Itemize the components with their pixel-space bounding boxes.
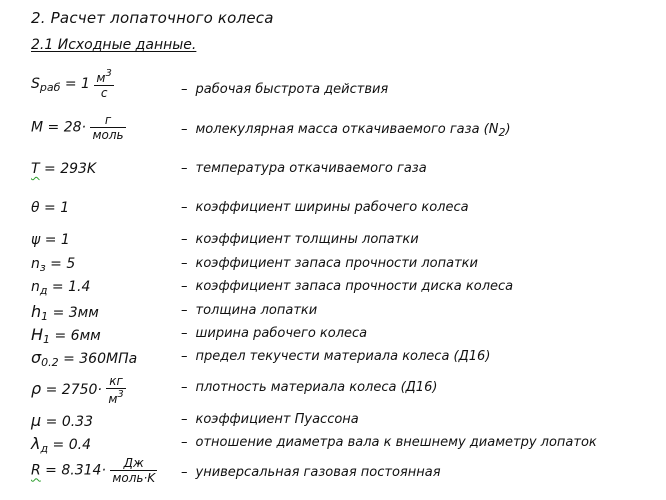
description-text: коэффициент Пуассона [195, 412, 359, 427]
formula-h1 [31, 302, 99, 323]
symbol: ψ [31, 232, 41, 248]
formula-lambda [31, 434, 91, 455]
symbol: R [31, 462, 41, 479]
subscript: 0.2 [41, 356, 59, 369]
description-text: коэффициент запаса прочности лопатки [195, 256, 478, 271]
formula-nd [31, 279, 90, 297]
equals-value: = 0.4 [48, 437, 91, 453]
symbol: ρ [31, 379, 42, 398]
description-text: коэффициент ширины рабочего колеса [195, 200, 469, 215]
dash: – [181, 349, 188, 364]
dash: – [181, 435, 188, 450]
unit-numerator-power: 3 [105, 68, 112, 79]
description [181, 82, 388, 97]
description [181, 380, 437, 395]
dash: – [181, 303, 188, 318]
description [181, 412, 359, 427]
formula-r [31, 456, 157, 485]
symbol: S [31, 76, 40, 92]
symbol: h [31, 302, 42, 321]
dash: – [181, 279, 188, 294]
unit-fraction [110, 456, 157, 485]
symbol: n [31, 279, 40, 295]
dash: – [181, 465, 188, 480]
formula-m [31, 113, 126, 142]
formula-theta [31, 200, 69, 216]
description-text: универсальная газовая постоянная [195, 465, 441, 480]
symbol: σ [31, 348, 42, 367]
description [181, 435, 597, 450]
dash: – [181, 412, 188, 427]
symbol: θ [31, 200, 40, 216]
unit-numerator: Дж [123, 456, 144, 470]
subscript: д [39, 284, 48, 297]
dash: – [181, 200, 188, 215]
unit-numerator: г [104, 113, 112, 127]
dash: – [181, 82, 188, 97]
equals-value: = 6мм [50, 328, 101, 344]
equals-value: = 360МПа [58, 351, 138, 367]
description [181, 465, 441, 480]
equals-value: = 1 [60, 76, 90, 92]
description [181, 122, 511, 139]
description [181, 349, 490, 364]
formula-mu [31, 411, 93, 430]
unit-numerator: м [96, 71, 106, 85]
unit-denominator: моль·K [112, 471, 156, 485]
subscript: раб [39, 81, 61, 94]
description [181, 161, 427, 176]
description-text: предел текучести материала колеса (Д16) [195, 349, 491, 364]
description-text: коэффициент запаса прочности диска колеса [195, 279, 514, 294]
description-end: ) [505, 122, 511, 137]
dash: – [181, 256, 188, 271]
unit-numerator: кг [109, 374, 123, 388]
symbol: T [31, 161, 40, 177]
equals-value: = 1 [39, 200, 70, 216]
dash: – [181, 161, 188, 176]
equals-value: = 5 [45, 256, 76, 272]
description-subscript: 2 [498, 126, 506, 139]
unit-fraction [94, 68, 113, 100]
formula-t [31, 161, 96, 177]
description [181, 256, 478, 271]
dash: – [181, 122, 188, 137]
description [181, 200, 469, 215]
description-text: толщина лопатки [195, 303, 318, 318]
formula-s [31, 68, 114, 100]
symbol: H [31, 325, 44, 344]
description-text: молекулярная масса откачиваемого газа (N [195, 122, 499, 137]
section-subtitle: 2.1 Исходные данные. [31, 37, 197, 53]
equals-value: = 1 [40, 232, 70, 248]
dash: – [181, 380, 188, 395]
formula-rho [31, 374, 126, 406]
description-text: рабочая быстрота действия [195, 82, 389, 97]
unit-denominator: м [108, 392, 118, 406]
subscript: 1 [43, 333, 51, 346]
description [181, 303, 317, 318]
unit-denominator: с [94, 85, 113, 100]
description [181, 326, 367, 341]
dash: – [181, 326, 188, 341]
unit-fraction [90, 113, 125, 142]
description-text: коэффициент толщины лопатки [195, 232, 419, 247]
subscript: 1 [41, 310, 49, 323]
equals-value: = 3мм [48, 305, 99, 321]
description [181, 232, 419, 247]
equals-value: = 28· [43, 119, 86, 136]
formula-n3 [31, 256, 75, 274]
equals-value: = 8.314· [40, 462, 106, 479]
description-text: плотность материала колеса (Д16) [195, 380, 438, 395]
dash: – [181, 232, 188, 247]
symbol: μ [31, 411, 42, 430]
equals-value: = 293K [39, 161, 97, 177]
description-text: отношение диаметра вала к внешнему диаметру лопаток [195, 435, 597, 450]
description-text: ширина рабочего колеса [195, 326, 368, 341]
subscript: д [40, 442, 49, 455]
unit-denominator: моль [92, 128, 124, 142]
description [181, 279, 513, 294]
equals-value: = 0.33 [41, 414, 93, 430]
symbol: λ [31, 434, 41, 453]
formula-sigma [31, 348, 137, 369]
subscript: з [39, 261, 46, 274]
formula-H1 [31, 325, 101, 346]
equals-value: = 1.4 [47, 279, 91, 295]
section-title: 2. Расчет лопаточного колеса [31, 9, 274, 27]
unit-fraction [106, 374, 125, 406]
description-text: температура откачиваемого газа [195, 161, 427, 176]
symbol: M [31, 119, 44, 136]
unit-denominator-power: 3 [117, 389, 124, 400]
symbol: n [31, 256, 40, 272]
formula-psi [31, 232, 70, 248]
equals-value: = 2750· [41, 382, 102, 398]
